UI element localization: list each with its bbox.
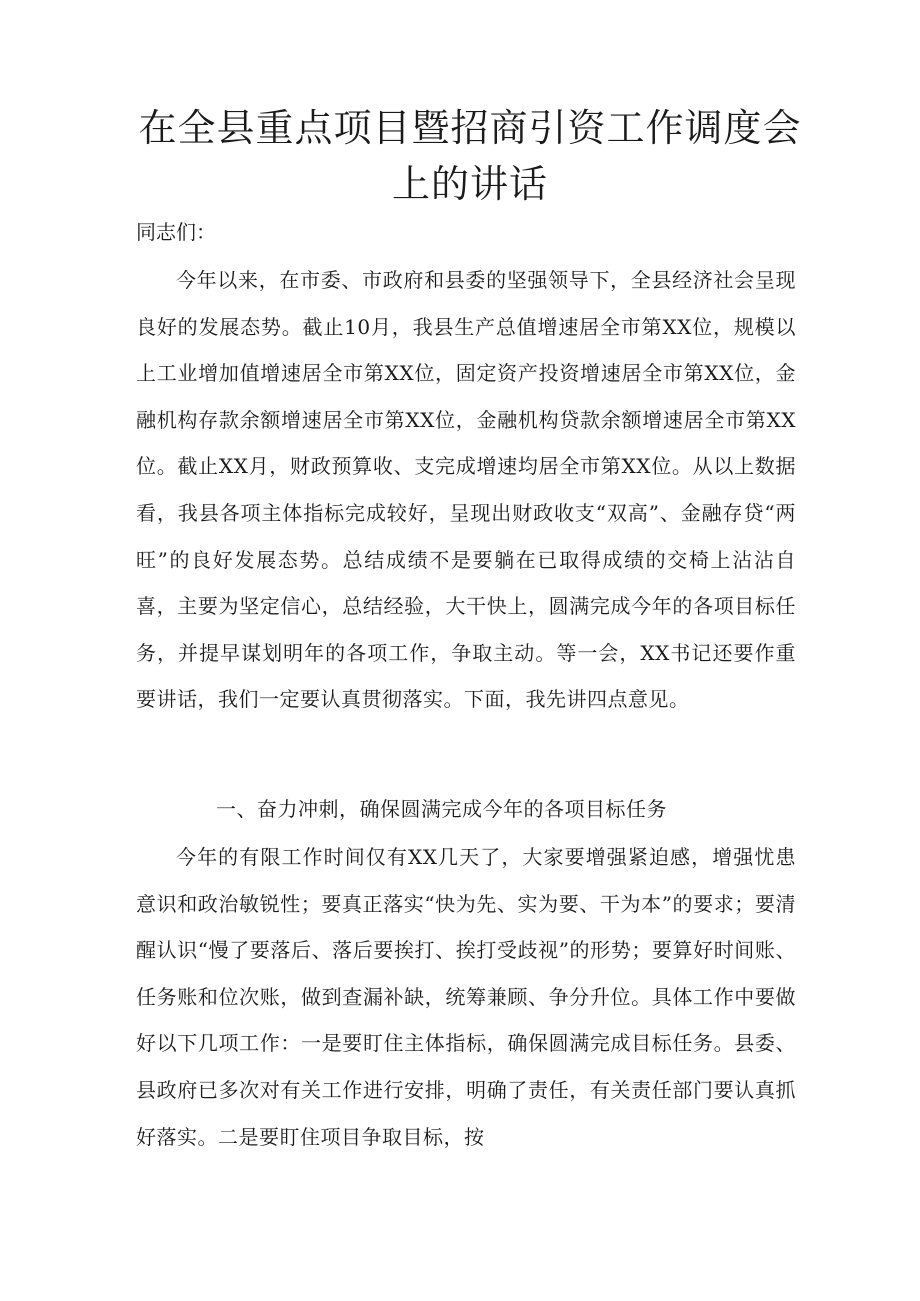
- body-paragraph: 今年的有限工作时间仅有XX几天了，大家要增强紧迫感，增强忧患意识和政治敏锐性；要真正落实“快为先、实为要、干为本”的要求；要清醒认识“慢了要落后、落后要挨打、挨打受歧视”的形势；要算好时间账、任务账和位次账，做到查漏补缺，统筹兼顾、争分升位。具体工作中要做好以下几项工作：一是要盯住主体指标，确保圆满完成目标任务。县委、县政府已多次对有关工作进行安排，明确了责任，有关责任部门要认真抓好落实。二是要盯住项目争取目标，按: [136, 845, 796, 1149]
- body-paragraph: 今年以来，在市委、市政府和县委的坚强领导下，全县经济社会呈现良好的发展态势。截止10月，我县生产总值增速居全市第XX位，规模以上工业增加值增速居全市第XX位，固定资产投资增速居全市第XX位，金融机构存款余额增速居全市第XX位，金融机构贷款余额增速居全市第XX位。截止XX月，财政预算收、支完成增速均居全市第XX位。从以上数据看，我县各项主体指标完成较好，呈现出财政收支“双高”、金融存贷“两旺”的良好发展态势。总结成绩不是要躺在已取得成绩的交椅上沾沾自喜，主要为坚定信心，总结经验，大干快上，圆满完成今年的各项目标任务，并提早谋划明年的各项工作，争取主动。等一会，XX书记还要作重要讲话，我们一定要认真贯彻落实。下面，我先讲四点意见。: [136, 268, 796, 712]
- section-heading: 一、奋力冲刺，确保圆满完成今年的各项目标任务: [216, 797, 667, 821]
- salutation: 同志们：: [136, 220, 216, 244]
- document-title: 在全县重点项目暨招商引资工作调度会上的讲话: [138, 106, 802, 206]
